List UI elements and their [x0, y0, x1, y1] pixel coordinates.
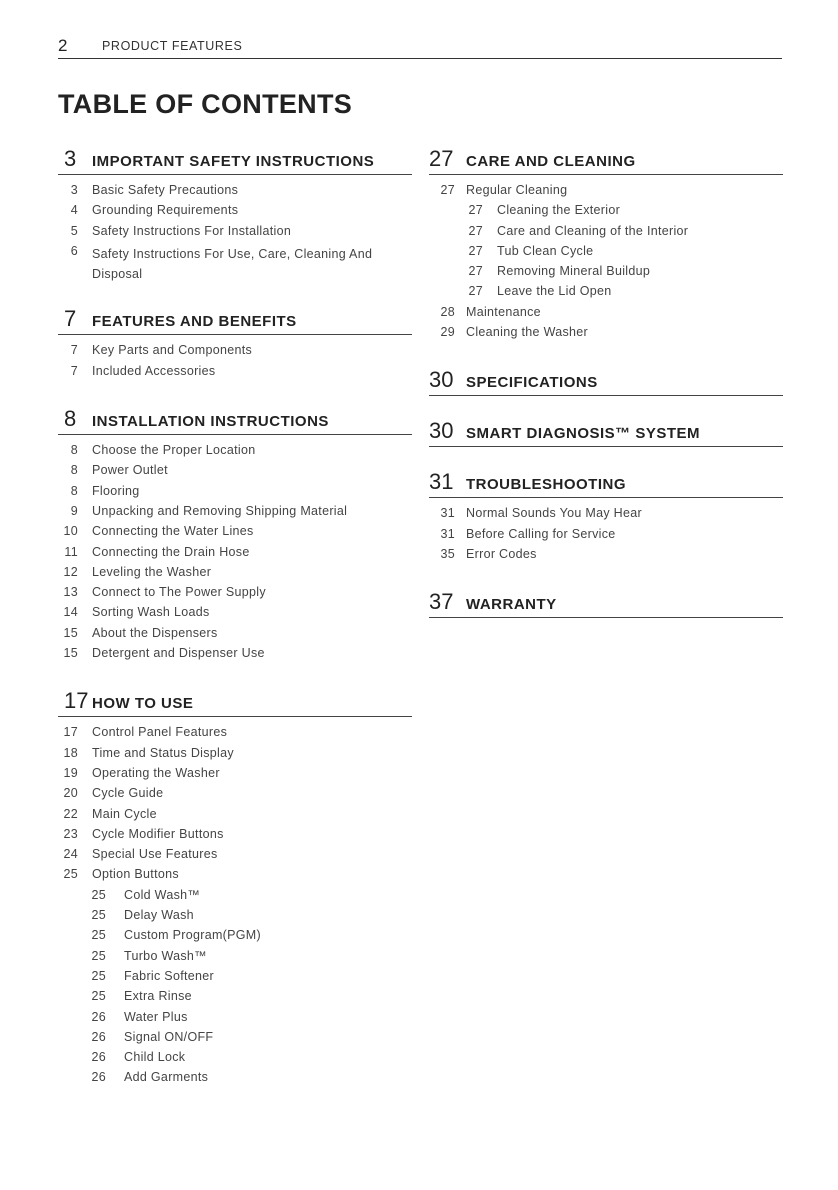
section-page-number: 8 — [64, 406, 77, 432]
entry-title: Special Use Features — [92, 847, 218, 862]
entry-title: Detergent and Dispenser Use — [92, 646, 265, 661]
section-page-number: 31 — [429, 469, 454, 495]
toc-entry[interactable] — [58, 786, 412, 806]
section-heading[interactable] — [58, 688, 412, 717]
toc-subentry[interactable] — [429, 224, 783, 244]
section-entries — [58, 335, 412, 384]
entry-page-number: 9 — [70, 503, 78, 518]
entry-title: Normal Sounds You May Hear — [466, 506, 642, 521]
section-heading[interactable] — [58, 406, 412, 435]
toc-entry[interactable] — [429, 547, 783, 567]
section-title: HOW TO USE — [92, 695, 194, 713]
toc-subentry[interactable] — [58, 969, 412, 989]
section-heading[interactable] — [429, 146, 783, 175]
entry-title: Choose the Proper Location — [92, 443, 256, 458]
section-entries — [58, 435, 412, 666]
toc-left-column — [58, 146, 412, 1091]
entry-title: Power Outlet — [92, 463, 168, 478]
toc-section — [429, 367, 783, 396]
entry-title: Safety Instructions For Use, Care, Cleaning And Disposal — [92, 246, 373, 282]
entry-title: Regular Cleaning — [466, 183, 568, 197]
toc-entry[interactable] — [58, 827, 412, 847]
toc-entry[interactable] — [58, 484, 412, 504]
entry-page-number: 13 — [63, 585, 78, 600]
entry-page-number: 25 — [91, 887, 106, 902]
entry-title: Child Lock — [124, 1050, 186, 1065]
toc-subentry[interactable] — [58, 1030, 412, 1050]
entry-page-number: 10 — [63, 524, 78, 539]
entry-page-number: 25 — [91, 948, 106, 963]
toc-section — [58, 146, 412, 284]
toc-entry[interactable] — [58, 585, 412, 605]
entry-page-number: 26 — [91, 1029, 106, 1044]
toc-entry[interactable] — [58, 504, 412, 524]
entry-page-number: 27 — [468, 264, 483, 279]
section-heading[interactable] — [429, 367, 783, 396]
entry-title: Cleaning the Washer — [466, 325, 588, 340]
entry-page-number: 8 — [70, 443, 78, 458]
entry-page-number: 12 — [63, 564, 78, 579]
section-heading[interactable] — [429, 589, 783, 618]
entry-title: Before Calling for Service — [466, 526, 616, 541]
toc-subentry[interactable] — [429, 203, 783, 223]
entry-page-number: 17 — [63, 725, 78, 740]
section-title: SMART DIAGNOSIS™ SYSTEM — [466, 425, 701, 443]
entry-title: Basic Safety Precautions — [92, 183, 239, 197]
entry-page-number: 27 — [468, 284, 483, 299]
entry-title: Leave the Lid Open — [497, 284, 612, 299]
entry-page-number: 3 — [70, 183, 78, 197]
entry-title: Option Buttons — [92, 867, 179, 882]
entry-page-number: 22 — [63, 806, 78, 821]
section-title: CARE AND CLEANING — [466, 153, 636, 170]
entry-title: Removing Mineral Buildup — [497, 264, 651, 279]
toc-subentry[interactable] — [58, 888, 412, 908]
entry-title: Custom Program(PGM) — [124, 928, 261, 943]
entry-page-number: 27 — [468, 243, 483, 258]
toc-entry[interactable] — [429, 183, 783, 203]
entry-page-number: 4 — [70, 203, 78, 218]
entry-page-number: 25 — [63, 867, 78, 882]
toc-entry[interactable] — [58, 565, 412, 585]
entry-page-number: 18 — [63, 745, 78, 760]
section-title: SPECIFICATIONS — [466, 374, 598, 392]
toc-entry[interactable] — [58, 766, 412, 786]
entry-page-number: 28 — [440, 304, 455, 319]
section-page-number: 17 — [64, 688, 89, 714]
section-title: TROUBLESHOOTING — [466, 476, 626, 494]
entry-title: Key Parts and Components — [92, 343, 253, 358]
section-heading[interactable] — [58, 146, 412, 175]
toc-subentry[interactable] — [58, 928, 412, 948]
toc-entry[interactable] — [58, 463, 412, 483]
toc-section — [58, 406, 412, 666]
entry-page-number: 7 — [70, 343, 78, 358]
entry-page-number: 23 — [63, 826, 78, 841]
toc-entry[interactable] — [429, 527, 783, 547]
entry-title: Cycle Guide — [92, 786, 164, 801]
section-heading[interactable] — [58, 306, 412, 335]
entry-page-number: 11 — [64, 544, 78, 559]
entry-page-number: 27 — [468, 223, 483, 238]
entry-title: Grounding Requirements — [92, 203, 239, 218]
entry-title: Care and Cleaning of the Interior — [497, 223, 689, 238]
section-entries — [58, 717, 412, 1090]
entry-page-number: 27 — [440, 183, 455, 197]
toc-entry[interactable] — [58, 605, 412, 625]
entry-title: Main Cycle — [92, 806, 157, 821]
entry-page-number: 8 — [70, 483, 78, 498]
toc-subentry[interactable] — [58, 989, 412, 1009]
toc-entry[interactable] — [58, 244, 412, 285]
toc-entry[interactable] — [429, 325, 783, 345]
section-page-number: 3 — [64, 146, 77, 171]
toc-section — [58, 306, 412, 384]
toc-entry[interactable] — [58, 545, 412, 565]
entry-page-number: 6 — [70, 243, 78, 258]
section-title: INSTALLATION INSTRUCTIONS — [92, 413, 329, 431]
entry-title: Flooring — [92, 483, 140, 498]
toc-entry[interactable] — [58, 203, 412, 223]
toc-subentry[interactable] — [429, 264, 783, 284]
entry-page-number: 25 — [91, 928, 106, 943]
entry-title: Water Plus — [124, 1009, 188, 1024]
entry-page-number: 25 — [91, 968, 106, 983]
entry-page-number: 20 — [63, 786, 78, 801]
entry-title: Included Accessories — [92, 363, 216, 378]
section-title: WARRANTY — [466, 596, 557, 614]
entry-page-number: 7 — [70, 363, 78, 378]
toc-right-column — [429, 146, 783, 618]
entry-title: Extra Rinse — [124, 989, 192, 1004]
entry-page-number: 24 — [63, 847, 78, 862]
section-heading[interactable] — [429, 469, 783, 498]
toc-entry[interactable] — [58, 183, 412, 203]
entry-title: Error Codes — [466, 546, 537, 561]
entry-page-number: 15 — [63, 625, 78, 640]
entry-page-number: 5 — [70, 223, 78, 238]
entry-title: Safety Instructions For Installation — [92, 223, 292, 238]
entry-page-number: 14 — [63, 605, 78, 620]
entry-title: Connect to The Power Supply — [92, 585, 266, 600]
entry-title: Add Garments — [124, 1070, 209, 1085]
entry-title: Operating the Washer — [92, 765, 220, 780]
entry-page-number: 35 — [440, 546, 455, 561]
section-entries — [58, 175, 412, 284]
entry-title: Fabric Softener — [124, 968, 214, 983]
toc-section — [429, 469, 783, 567]
entry-title: About the Dispensers — [92, 625, 218, 640]
entry-page-number: 26 — [91, 1009, 106, 1024]
entry-page-number: 15 — [63, 646, 78, 661]
entry-title: Sorting Wash Loads — [92, 605, 210, 620]
toc-entry[interactable] — [58, 725, 412, 745]
toc-section — [429, 418, 783, 447]
toc-entry[interactable] — [58, 224, 412, 244]
page-number: 2 — [58, 36, 68, 55]
toc-entry[interactable] — [58, 364, 412, 384]
toc-section — [429, 146, 783, 345]
entry-page-number: 25 — [91, 908, 106, 923]
section-title: FEATURES AND BENEFITS — [92, 313, 297, 331]
toc-subentry[interactable] — [58, 1010, 412, 1030]
entry-page-number: 29 — [440, 325, 455, 340]
toc-entry[interactable] — [429, 506, 783, 526]
entry-page-number: 8 — [70, 463, 78, 478]
page-title: TABLE OF CONTENTS — [58, 89, 353, 119]
toc-section — [58, 688, 412, 1090]
section-page-number: 7 — [64, 306, 77, 332]
entry-page-number: 25 — [91, 989, 106, 1004]
toc-subentry[interactable] — [429, 244, 783, 264]
entry-title: Cycle Modifier Buttons — [92, 826, 224, 841]
section-page-number: 37 — [429, 589, 454, 615]
toc-entry[interactable] — [429, 305, 783, 325]
entry-title: Unpacking and Removing Shipping Material — [92, 503, 348, 518]
toc-section — [429, 589, 783, 618]
toc-entry[interactable] — [58, 867, 412, 887]
entry-title: Cleaning the Exterior — [497, 203, 621, 218]
toc-entry[interactable] — [58, 847, 412, 867]
toc-subentry[interactable] — [58, 949, 412, 969]
entry-title: Cold Wash™ — [124, 887, 201, 902]
toc-entry[interactable] — [58, 626, 412, 646]
entry-page-number: 26 — [91, 1070, 106, 1085]
toc-subentry[interactable] — [58, 1050, 412, 1070]
section-title: IMPORTANT SAFETY INSTRUCTIONS — [92, 153, 375, 170]
entry-title: Time and Status Display — [92, 745, 234, 760]
page-header — [58, 36, 782, 59]
toc-entry[interactable] — [58, 746, 412, 766]
header-section-label: PRODUCT FEATURES — [102, 39, 243, 53]
entry-page-number: 19 — [63, 765, 78, 780]
entry-title: Signal ON/OFF — [124, 1029, 214, 1044]
entry-title: Leveling the Washer — [92, 564, 212, 579]
section-heading[interactable] — [429, 418, 783, 447]
section-entries — [429, 498, 783, 567]
toc-subentry[interactable] — [58, 908, 412, 928]
toc-entry[interactable] — [58, 807, 412, 827]
entry-title: Maintenance — [466, 304, 541, 319]
entry-title: Delay Wash — [124, 908, 194, 923]
toc-entry[interactable] — [58, 443, 412, 463]
entry-page-number: 26 — [91, 1050, 106, 1065]
toc-subentry[interactable] — [429, 284, 783, 304]
toc-entry[interactable] — [58, 343, 412, 363]
entry-title: Turbo Wash™ — [124, 948, 207, 963]
toc-entry[interactable] — [58, 524, 412, 544]
section-page-number: 30 — [429, 418, 454, 444]
toc-subentry[interactable] — [58, 1070, 412, 1090]
entry-title: Control Panel Features — [92, 725, 228, 740]
entry-page-number: 27 — [468, 203, 483, 218]
entry-page-number: 31 — [440, 506, 455, 521]
entry-title: Connecting the Drain Hose — [92, 544, 250, 559]
entry-title: Connecting the Water Lines — [92, 524, 254, 539]
entry-title: Tub Clean Cycle — [497, 243, 594, 258]
toc-entry[interactable] — [58, 646, 412, 666]
section-entries — [429, 175, 783, 345]
section-page-number: 30 — [429, 367, 454, 393]
entry-page-number: 31 — [440, 526, 455, 541]
section-page-number: 27 — [429, 146, 454, 171]
